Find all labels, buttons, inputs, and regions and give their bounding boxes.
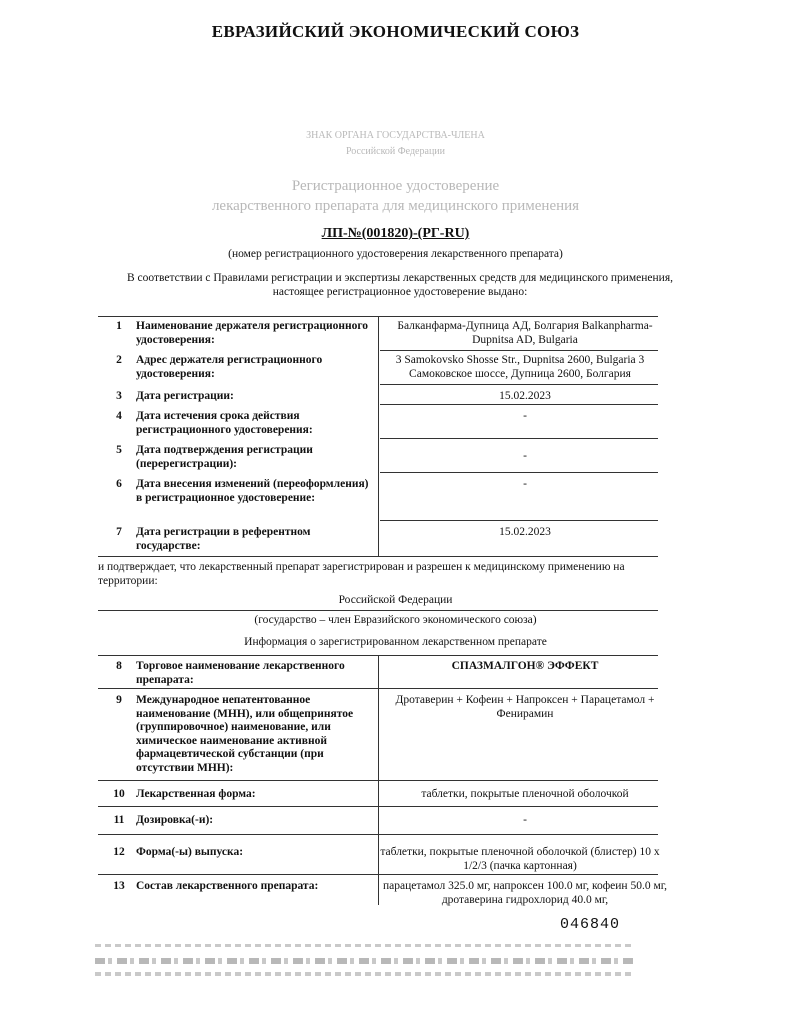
- row-3-number: 3: [116, 390, 122, 402]
- row-8-number: 8: [116, 660, 122, 672]
- faded-country-line: Российской Федерации: [345, 146, 445, 157]
- row-2-value-underline: [380, 384, 658, 385]
- row-5-value: -: [523, 450, 527, 462]
- info-section-title: Информация о зарегистрированном лекарственном препарате: [244, 636, 547, 648]
- confirmation-text: и подтверждает, что лекарственный препарат зарегистрирован и разрешен к медицинскому применению на территории:: [98, 561, 625, 587]
- faded-certificate-title: Регистрационное удостоверение: [291, 178, 500, 194]
- territory-name: Российской Федерации: [338, 594, 453, 606]
- footer-noise-line-1: [95, 944, 635, 947]
- row-12-value: таблетки, покрытые пленочной оболочкой (блистер) 10 x 1/2/3 (пачка картонная): [380, 846, 660, 872]
- row-12-underline: [98, 874, 658, 875]
- row-9-value: Дротаверин + Кофеин + Напроксен + Парацетамол + Фенирамин: [395, 694, 655, 720]
- row-5-label: Дата подтверждения регистрации (перерегистрации):: [136, 444, 313, 470]
- row-9-label: Международное непатентованное наименование (МНН), или общепринятое (группировочное) наименование, или химическое наименование активной фармацевтической субстанции (при отсутствии МНН):: [136, 694, 354, 774]
- row-6-value-underline: [380, 520, 658, 521]
- row-8-value: СПАЗМАЛГОН® ЭФФЕКТ: [451, 660, 599, 672]
- footer-noise-line-2: [95, 958, 635, 964]
- row-3-value: 15.02.2023: [499, 390, 551, 402]
- row-5-number: 5: [116, 444, 122, 456]
- table-a-bottom-border: [98, 556, 658, 557]
- row-9-underline: [98, 780, 658, 781]
- row-10-underline: [98, 806, 658, 807]
- row-1-value: Балканфарма-Дупница АД, Болгария Balkanpharma-Dupnitsa AD, Bulgaria: [397, 320, 653, 346]
- table-a-divider: [378, 316, 379, 556]
- row-2-number: 2: [116, 354, 122, 366]
- row-10-value: таблетки, покрытые пленочной оболочкой: [421, 788, 629, 800]
- row-11-underline: [98, 834, 658, 835]
- row-7-value: 15.02.2023: [499, 526, 551, 538]
- registration-number-caption: (номер регистрационного удостоверения лекарственного препарата): [228, 248, 563, 260]
- row-1-number: 1: [116, 320, 122, 332]
- row-2-value: 3 Samokovsko Shosse Str., Dupnitsa 2600, Bulgaria 3 Самоковское шоссе, Дупница 2600, Болгария: [395, 354, 645, 380]
- row-1-value-underline: [380, 350, 658, 351]
- union-title: ЕВРАЗИЙСКИЙ ЭКОНОМИЧЕСКИЙ СОЮЗ: [211, 22, 580, 41]
- row-4-value-underline: [380, 438, 658, 439]
- intro-paragraph: В соответствии с Правилами регистрации и экспертизы лекарственных средств для медицинского применения, настоящее регистрационное удостоверение выдано:: [126, 272, 673, 298]
- row-13-number: 13: [113, 880, 125, 892]
- faded-certificate-subtitle: лекарственного препарата для медицинского применения: [211, 198, 580, 214]
- row-8-label: Торговое наименование лекарственного препарата:: [136, 660, 345, 686]
- row-6-value: -: [523, 478, 527, 490]
- row-6-number: 6: [116, 478, 122, 490]
- row-7-label: Дата регистрации в референтном государстве:: [136, 526, 311, 552]
- row-10-number: 10: [113, 788, 125, 800]
- territory-caption: (государство – член Евразийского экономического союза): [254, 614, 537, 626]
- row-3-value-underline: [380, 404, 658, 405]
- row-4-value: -: [523, 410, 527, 422]
- row-9-number: 9: [116, 694, 122, 706]
- row-13-value: парацетамол 325.0 мг, напроксен 100.0 мг, кофеин 50.0 мг, дротаверина гидрохлорид 40.0 мг,: [382, 880, 668, 906]
- row-7-number: 7: [116, 526, 122, 538]
- row-1-label: Наименование держателя регистрационного удостоверения:: [136, 320, 369, 346]
- row-4-number: 4: [116, 410, 122, 422]
- row-11-value: -: [523, 814, 527, 826]
- document-serial-number: 046840: [560, 916, 621, 933]
- territory-underline: [98, 610, 658, 611]
- row-6-label: Дата внесения изменений (переоформления) в регистрационное удостоверение:: [136, 478, 369, 504]
- row-13-label: Состав лекарственного препарата:: [136, 880, 319, 892]
- row-8-underline: [98, 688, 658, 689]
- row-12-label: Форма(-ы) выпуска:: [136, 846, 244, 858]
- row-10-label: Лекарственная форма:: [136, 788, 256, 800]
- row-3-label: Дата регистрации:: [136, 390, 234, 402]
- faded-authority-line: ЗНАК ОРГАНА ГОСУДАРСТВА-ЧЛЕНА: [306, 130, 485, 141]
- footer-noise-line-3: [95, 972, 635, 976]
- row-5-value-underline: [380, 472, 658, 473]
- row-2-label: Адрес держателя регистрационного удостоверения:: [136, 354, 323, 380]
- row-12-number: 12: [113, 846, 125, 858]
- registration-number: ЛП-№(001820)-(РГ-RU): [321, 226, 470, 241]
- row-11-label: Дозировка(-и):: [136, 814, 214, 826]
- row-4-label: Дата истечения срока действия регистрационного удостоверения:: [136, 410, 313, 436]
- row-11-number: 11: [113, 814, 125, 826]
